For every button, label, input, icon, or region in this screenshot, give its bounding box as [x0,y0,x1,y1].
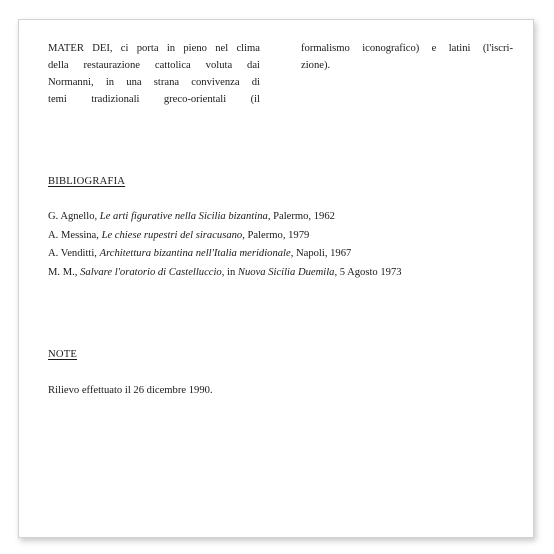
entry-title: Le arti figurative nella Sicilia bizantina [99,211,268,222]
entry-author: G. Agnello, [48,211,100,222]
entry-publication: , Napoli, 1967 [290,248,352,259]
entry-journal: Nuova Sicilia Duemila [237,266,335,278]
entry-publication: , Palermo, 1979 [242,229,310,241]
notes-heading: NOTE [48,349,78,360]
entry-author: M. M., [48,266,81,278]
entry-title: Le chiese rupestri del siracusano [101,229,243,241]
notes-text: Rilievo effettuato il 26 dicembre 1990. [48,385,213,396]
entry-connector: , in [221,266,238,278]
document-page [18,19,534,538]
bibliography-entry [48,264,518,283]
intro-left-line: della restaurazione cattolica voluta dai [48,60,260,71]
entry-author: A. Messina, [48,229,102,241]
bibliography-entry [48,227,518,246]
entry-publication: , Palermo, 1962 [267,211,335,222]
intro-right-line: zione). [301,60,331,71]
bibliography-list [48,208,518,282]
intro-right-line: formalismo iconografico) e latini (l'iscri- [301,43,513,54]
entry-publication: , 5 Agosto 1973 [334,266,402,278]
bibliography-entry [48,208,518,227]
intro-left-line: MATER DEI, ci porta in pieno nel clima [48,43,260,54]
entry-title: Salvare l'oratorio di Castelluccio [80,266,222,278]
entry-title: Architettura bizantina nell'Italia meridionale [99,248,291,259]
intro-left-line: Normanni, in una strana convivenza di [48,77,260,88]
intro-left-line: temi tradizionali greco-orientali (il [48,94,260,105]
intro-right-column [301,40,513,74]
intro-left-column [48,40,260,108]
entry-author: A. Venditti, [48,248,100,259]
bibliography-heading: BIBLIOGRAFIA [48,176,126,187]
bibliography-entry [48,245,518,264]
